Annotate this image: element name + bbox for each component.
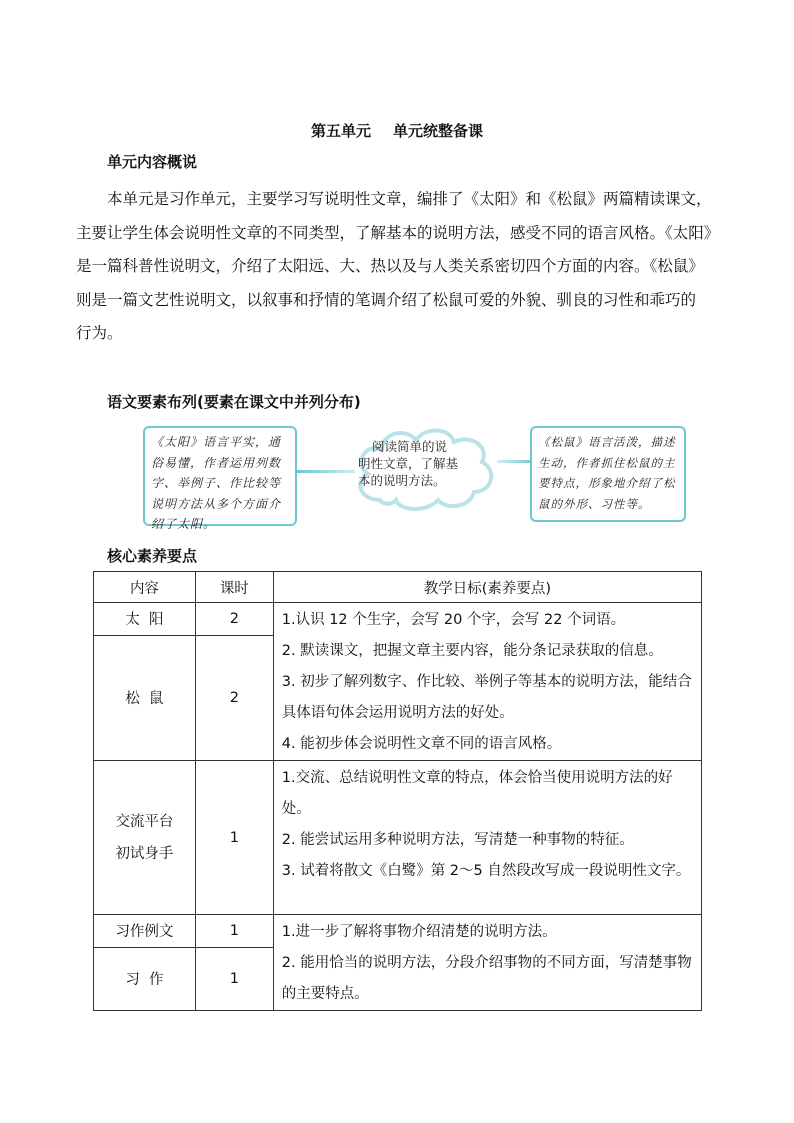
- row-content: 松 鼠: [94, 635, 196, 760]
- table-row: [94, 761, 702, 915]
- goal-item: 2. 默读课文，把握文章主要内容，能分条记录获取的信息。: [281, 643, 663, 659]
- box-line: 生动，作者抓住松鼠的主: [538, 455, 676, 470]
- goal-item: 3. 初步了解列数字、作比较、举例子等基本的说明方法，能结合具体语句体会运用说明方法的好处。: [281, 674, 692, 721]
- row-content: 习 作: [94, 947, 196, 1010]
- box-line: 《太阳》语言平实，通: [151, 435, 282, 449]
- box-line: 绍了太阳。: [151, 517, 217, 531]
- box-line: 说明方法从多个方面介: [151, 496, 282, 511]
- box-line: 鼠的外形、习性等。: [538, 496, 651, 511]
- goals-cell: [273, 761, 701, 915]
- section-heading-core: 核心素养要点: [107, 547, 198, 565]
- box-line: 字、举例子、作比较等: [151, 476, 282, 490]
- row-content: 太 阳: [94, 603, 196, 636]
- row-hours: 1: [195, 947, 273, 1010]
- box-line: 要特点，形象地介绍了松: [538, 476, 676, 490]
- row-hours: 1: [195, 761, 273, 915]
- table-header-row: [94, 572, 702, 603]
- box-line: 俗易懂，作者运用列数: [151, 455, 282, 470]
- goal-item: 2. 能用恰当的说明方法，分段介绍事物的不同方面，写清楚事物的主要特点。: [281, 955, 692, 1002]
- cloud-line: 本的说明方法。: [358, 473, 446, 488]
- header-content: 内容: [94, 572, 196, 603]
- section-heading-elements: 语文要素布列(要素在课文中并列分布): [107, 393, 361, 411]
- overview-line: 行为。: [76, 324, 123, 342]
- row-content: 习作例文: [94, 915, 196, 948]
- goal-item: 4. 能初步体会说明性文章不同的语言风格。: [281, 736, 562, 752]
- section-heading-overview: 单元内容概说: [107, 153, 198, 171]
- goal-item: 1.进一步了解将事物介绍清楚的说明方法。: [281, 924, 557, 940]
- header-hours: 课时: [195, 572, 273, 603]
- title-unit: 第五单元: [310, 122, 371, 140]
- table-row: [94, 915, 702, 948]
- goal-item: 2. 能尝试运用多种说明方法，写清楚一种事物的特征。: [281, 832, 634, 848]
- songshu-box: [530, 426, 686, 522]
- title-subject: 单元统整备课: [393, 122, 484, 140]
- goal-item: 1.交流、总结说明性文章的特点，体会恰当使用说明方法的好处。: [281, 770, 673, 817]
- page-title: [0, 120, 794, 141]
- cloud-line: 阅读简单的说: [372, 439, 448, 454]
- row-hours: 1: [195, 915, 273, 948]
- cloud-text: [358, 438, 476, 489]
- overview-line: 是一篇科普性说明文，介绍了太阳远、大、热以及与人类关系密切四个方面的内容。《松鼠》: [76, 257, 704, 275]
- left-connector: [297, 470, 355, 473]
- row-hours: 2: [195, 635, 273, 760]
- cloud-line: 明性文章，了解基: [358, 456, 459, 471]
- row-content: [94, 761, 196, 915]
- core-table: [93, 571, 702, 1011]
- content-line: 交流平台: [115, 813, 174, 830]
- overview-line: 本单元是习作单元，主要学习写说明性文章，编排了《太阳》和《松鼠》两篇精读课文，: [107, 190, 712, 208]
- overview-paragraph: [76, 183, 736, 351]
- table-row: [94, 603, 702, 636]
- goals-cell: [273, 915, 701, 1011]
- goal-item: 1.认识 12 个生字，会写 20 个字，会写 22 个词语。: [281, 612, 626, 628]
- goal-item: 3. 试着将散文《白鹭》第 2～5 自然段改写成一段说明性文字。: [281, 863, 691, 879]
- taiyang-box: [143, 426, 297, 531]
- overview-line: 则是一篇文艺性说明文，以叙事和抒情的笔调介绍了松鼠可爱的外貌、驯良的习性和乖巧的: [76, 290, 697, 309]
- overview-line: 主要让学生体会说明性文章的不同类型，了解基本的说明方法，感受不同的语言风格。《太阳》: [76, 223, 720, 242]
- header-goals: 教学日标(素养要点): [273, 572, 701, 603]
- row-hours: 2: [195, 603, 273, 636]
- content-line: 初试身手: [115, 845, 174, 862]
- goals-cell: [273, 603, 701, 761]
- box-line: 《松鼠》语言活泼，描述: [538, 435, 676, 449]
